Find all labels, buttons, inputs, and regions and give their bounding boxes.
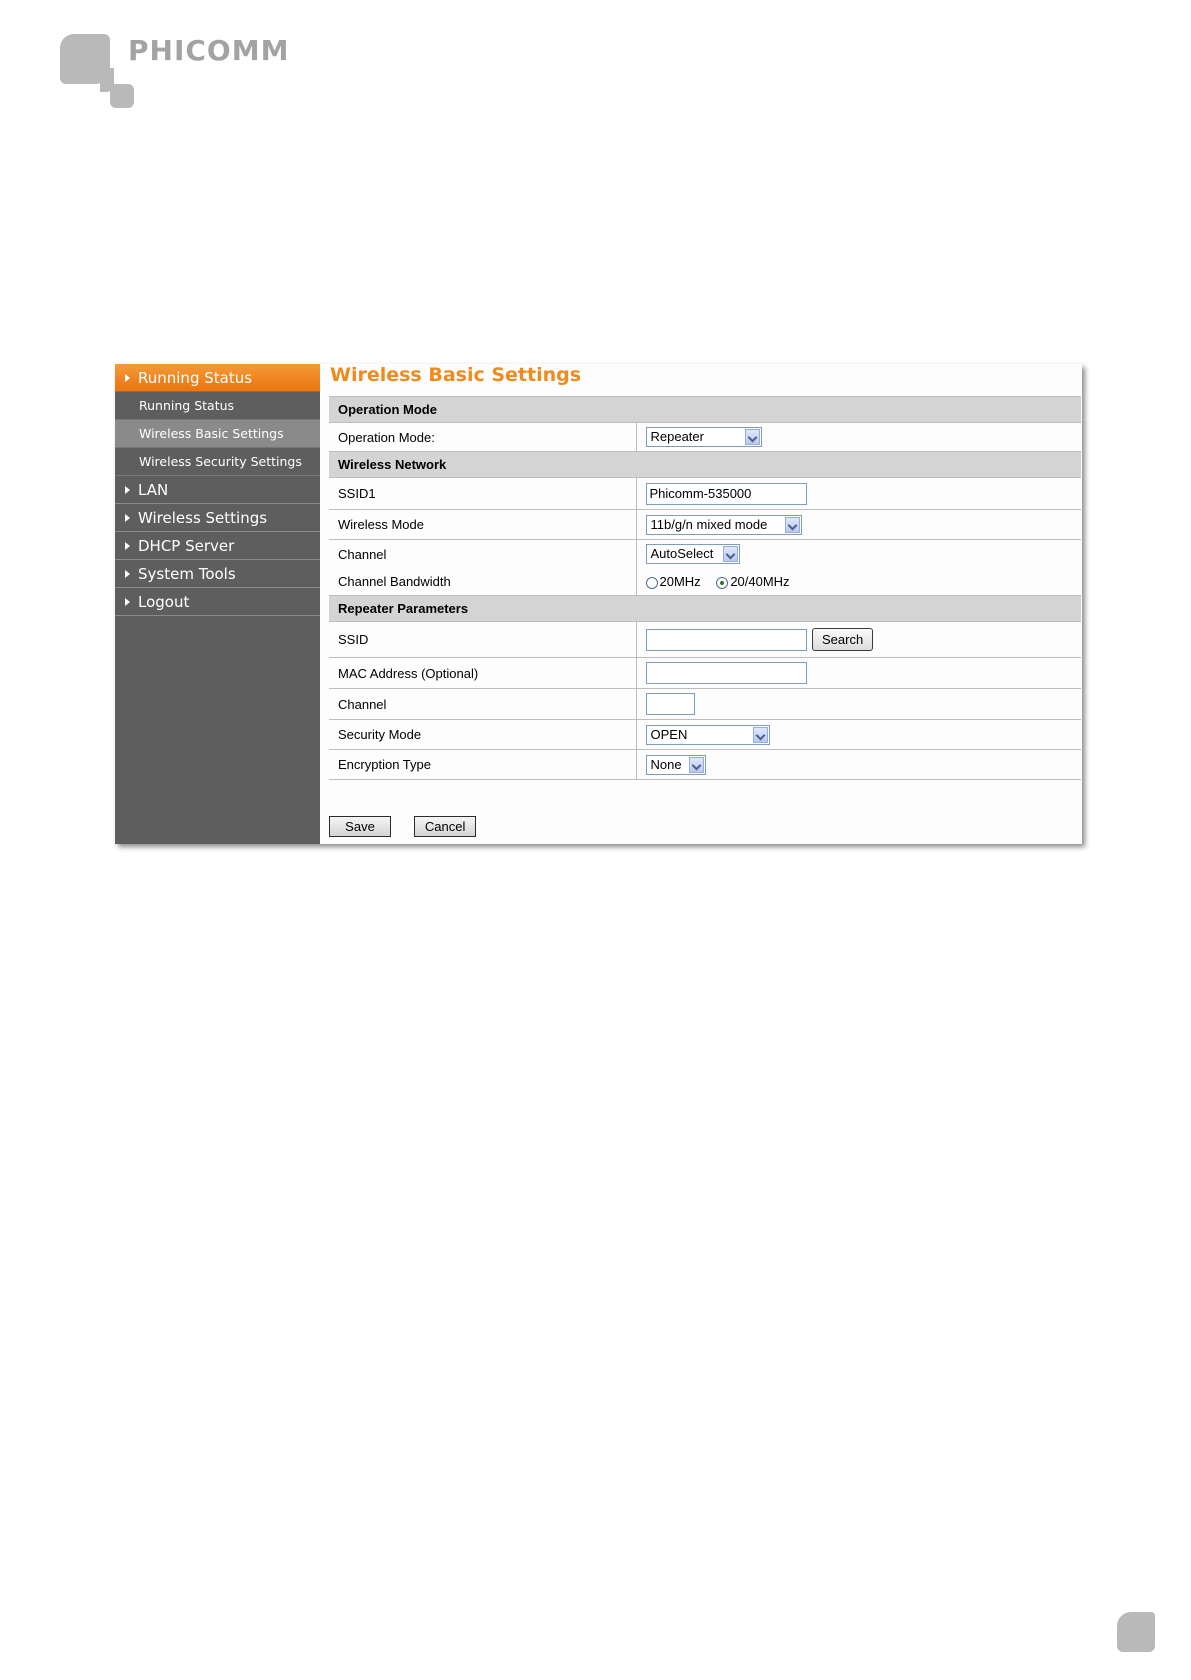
field-label: Operation Mode: [329,423,636,452]
radio-20-40mhz[interactable] [716,577,728,589]
field-label: Channel Bandwidth [329,569,636,596]
dropdown-arrow-icon [723,546,738,562]
sidebar-item-dhcp-server[interactable] [115,532,320,560]
sidebar-item-lan[interactable] [115,476,320,504]
operation-mode-select[interactable]: Repeater [646,427,762,447]
field-label: Encryption Type [329,750,636,780]
form-row [329,478,1081,510]
field-label: Channel [329,540,636,569]
field-label: SSID [329,622,636,658]
nav-arrow-icon [125,570,130,578]
phicomm-logo [60,34,300,114]
brand-name: PHICOMM [128,34,290,67]
form-row [329,658,1081,689]
form-row [329,689,1081,720]
nav-arrow-icon [125,542,130,550]
radio-label-20mhz: 20MHz [659,574,701,590]
sidebar-item-label: LAN [138,481,169,499]
sidebar-item-label: DHCP Server [138,537,235,555]
dropdown-arrow-icon [689,757,704,773]
field-label: SSID1 [329,478,636,510]
ssid1-input[interactable]: Phicomm-535000 [646,483,807,505]
form-row [329,622,1081,658]
nav-arrow-icon [125,514,130,522]
nav-arrow-icon [125,374,130,382]
logo-mark [60,34,110,84]
sidebar-item-logout[interactable] [115,588,320,616]
repeater-ssid-input[interactable] [646,629,807,651]
mac-address-input[interactable] [646,662,807,684]
field-label: Security Mode [329,720,636,750]
wireless-mode-select[interactable]: 11b/g/n mixed mode [646,515,802,535]
form-row [329,569,1081,596]
form-actions [329,816,476,837]
logo-mark-small [110,84,134,108]
save-button[interactable]: Save [329,816,391,837]
form-row [329,423,1081,452]
sidebar-item-running-status[interactable] [115,364,320,392]
form-row [329,750,1081,780]
sidebar-item-label: Wireless Settings [138,509,268,527]
sidebar-subitem-running-status[interactable]: Running Status [115,392,320,420]
sidebar-subitem-wireless-basic-settings[interactable]: Wireless Basic Settings [115,420,320,448]
section-header-repeater-parameters: Repeater Parameters [329,596,1081,622]
form-row [329,510,1081,540]
nav-arrow-icon [125,598,130,606]
encryption-type-select[interactable]: None [646,755,706,775]
field-label: Channel [329,689,636,720]
field-label: Wireless Mode [329,510,636,540]
search-button[interactable]: Search [812,628,873,651]
channel-select[interactable]: AutoSelect [646,544,740,564]
nav-arrow-icon [125,486,130,494]
security-mode-select[interactable]: OPEN [646,725,770,745]
sidebar-item-label: Running Status [138,369,253,387]
dropdown-arrow-icon [745,429,760,445]
settings-form [329,396,1081,780]
field-label: MAC Address (Optional) [329,658,636,689]
section-header-wireless-network: Wireless Network [329,452,1081,478]
dropdown-arrow-icon [785,517,800,533]
radio-20mhz[interactable] [646,577,658,589]
section-header-operation-mode: Operation Mode [329,397,1081,423]
dropdown-arrow-icon [753,727,768,743]
sidebar [115,364,320,844]
form-row [329,720,1081,750]
sidebar-item-label: Logout [138,593,190,611]
sidebar-item-system-tools[interactable] [115,560,320,588]
sidebar-item-wireless-settings[interactable] [115,504,320,532]
sidebar-item-label: System Tools [138,565,236,583]
page-corner-mark [1117,1612,1155,1652]
sidebar-subitem-wireless-security-settings[interactable]: Wireless Security Settings [115,448,320,476]
repeater-channel-input[interactable] [646,693,695,715]
radio-label-20-40mhz: 20/40MHz [730,574,790,590]
main-content [320,364,1082,844]
cancel-button[interactable]: Cancel [414,816,476,837]
page-title: Wireless Basic Settings [330,364,582,386]
router-admin-panel [115,364,1082,844]
form-row [329,540,1081,569]
